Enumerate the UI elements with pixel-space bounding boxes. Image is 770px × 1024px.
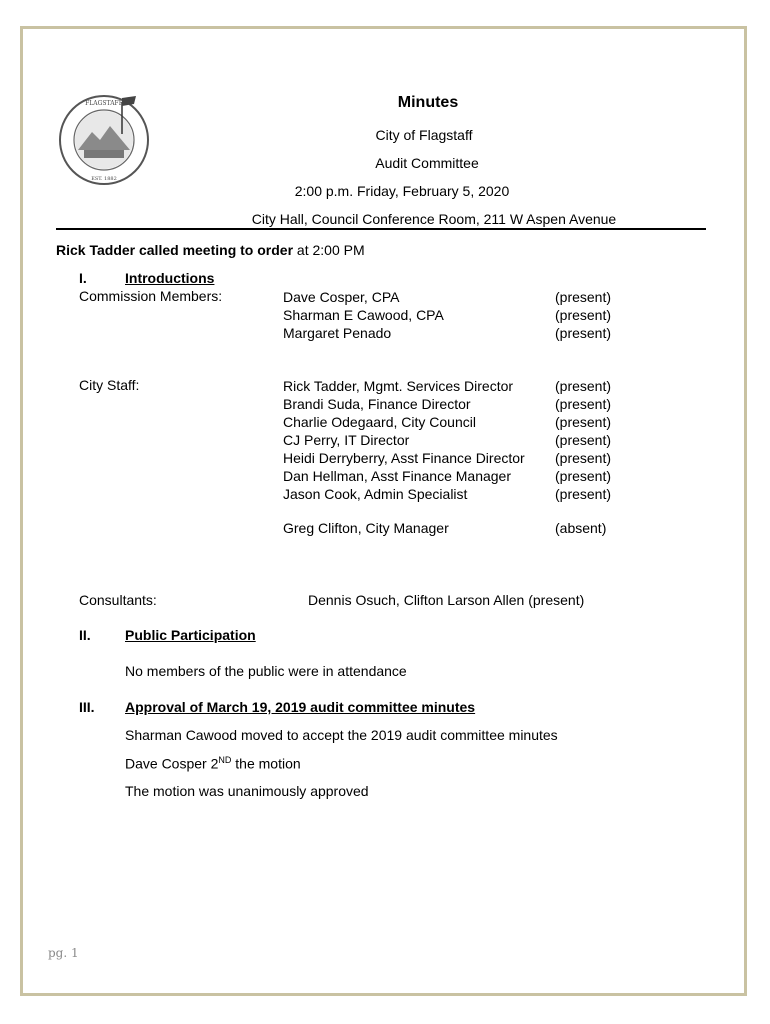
header-divider xyxy=(56,228,706,230)
staff-status-item: (present) xyxy=(555,432,612,448)
staff-status-item: (present) xyxy=(555,414,612,430)
staff-status-item: (present) xyxy=(555,450,612,466)
page-number: pg. 1 xyxy=(48,946,79,960)
section-1-number: I. xyxy=(79,270,87,286)
staff-name: Rick Tadder, Mgmt. Services Director xyxy=(283,378,514,394)
motion-text: Sharman Cawood moved to accept the 2019 audit committee minutes xyxy=(125,727,558,743)
call-to-order xyxy=(56,242,365,258)
commission-status xyxy=(555,288,611,342)
staff-name: Heidi Derryberry, Asst Finance Director xyxy=(283,450,525,466)
consultants-label: Consultants: xyxy=(79,592,157,608)
staff-name: Brandi Suda, Finance Director xyxy=(283,396,471,412)
second-text-pre: Dave Cosper 2 xyxy=(125,755,219,772)
staff-status-item: (present) xyxy=(555,396,612,412)
call-to-order-bold: Rick Tadder called meeting to order xyxy=(56,242,294,258)
meeting-location: City Hall, Council Conference Room, 211 W Aspen Avenue xyxy=(251,211,617,227)
staff-names xyxy=(283,377,525,503)
staff-status-item: (present) xyxy=(555,378,612,394)
svg-text:EST. 1882: EST. 1882 xyxy=(91,176,117,182)
doc-title: Minutes xyxy=(397,94,459,111)
member-name: Sharman E Cawood, CPA xyxy=(283,307,444,323)
call-to-order-rest: at 2:00 PM xyxy=(293,242,365,258)
committee-name: Audit Committee xyxy=(375,155,479,171)
svg-text:FLAGSTAFF: FLAGSTAFF xyxy=(85,100,123,107)
section-2-text: No members of the public were in attendance xyxy=(125,663,407,679)
meeting-datetime: 2:00 p.m. Friday, February 5, 2020 xyxy=(294,183,510,199)
section-3-number: III. xyxy=(79,699,95,715)
member-status: (present) xyxy=(555,307,612,323)
member-status: (present) xyxy=(555,325,612,341)
city-name: City of Flagstaff xyxy=(375,127,473,143)
member-name: Dave Cosper, CPA xyxy=(283,289,400,305)
staff-name: CJ Perry, IT Director xyxy=(283,432,410,448)
staff-name: Dan Hellman, Asst Finance Manager xyxy=(283,468,511,484)
staff-name: Jason Cook, Admin Specialist xyxy=(283,486,468,502)
second-text-sup: ND xyxy=(218,755,232,765)
staff-status-item: (present) xyxy=(555,468,612,484)
staff-label: City Staff: xyxy=(79,377,140,393)
second-text-post: the motion xyxy=(231,755,301,772)
section-3-heading: Approval of March 19, 2019 audit committee minutes xyxy=(125,699,476,715)
consultant-entry: Dennis Osuch, Clifton Larson Allen (present) xyxy=(308,592,585,608)
commission-names xyxy=(283,288,444,342)
member-name: Margaret Penado xyxy=(283,325,392,341)
approval-text: The motion was unanimously approved xyxy=(125,783,369,799)
staff-status xyxy=(555,377,611,503)
second-text xyxy=(125,755,301,772)
member-status: (present) xyxy=(555,289,612,305)
staff-name: Charlie Odegaard, City Council xyxy=(283,414,476,430)
section-2-heading: Public Participation xyxy=(125,627,256,643)
absent-name: Greg Clifton, City Manager xyxy=(283,520,449,536)
section-1-heading: Introductions xyxy=(125,270,215,286)
absent-status: (absent) xyxy=(555,520,607,536)
commission-label: Commission Members: xyxy=(79,288,223,304)
section-2-number: II. xyxy=(79,627,91,643)
city-seal-logo xyxy=(54,88,154,188)
staff-status-item: (present) xyxy=(555,486,612,502)
